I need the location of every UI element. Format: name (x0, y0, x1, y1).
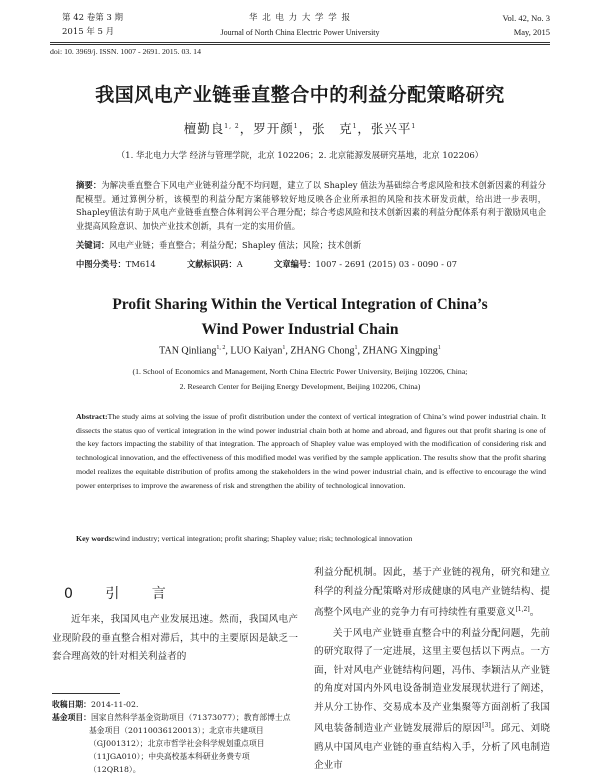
cn-abstract-label: 摘要： (76, 180, 102, 190)
en-author-4: , ZHANG Xingping (357, 345, 438, 357)
header-rule (50, 42, 550, 43)
header-volume (62, 13, 123, 38)
right-paragraph-1 (314, 564, 550, 623)
cn-author-1-sup: 1, 2 (224, 122, 240, 130)
header-rule-thin (50, 44, 550, 45)
header-journal-en: Journal of North China Electric Power University (220, 28, 380, 37)
fund-label: 基金项目： (52, 713, 91, 722)
cn-abstract (76, 179, 546, 233)
doi: doi: 10. 3969/j. ISSN. 1007 - 2691. 2015. 03. 14 (50, 47, 201, 56)
footnote-received (52, 698, 297, 711)
cn-classification (76, 258, 546, 272)
header-date: 2015 年 5 月 (62, 27, 115, 37)
cn-author-3: ，张 克 (298, 121, 353, 136)
right-paragraph-1-end: 。 (529, 607, 540, 619)
cn-keywords-label: 关键词： (76, 240, 110, 250)
left-paragraph-text: 近年来，我国风电产业发展迅速。然而，我国风电产业现阶段的垂直整合相对滞后，其中的主要原因是缺乏一套合理高效的针对相关利益者的 (52, 614, 298, 662)
right-paragraph-2-text: 关于风电产业链垂直整合中的利益分配问题，先前的研究取得了一定进展，这里主要包括以下两点。一方面，针对风电产业链结构问题，冯伟、李颖沽从产业链的角度对国内外风电设备制造业发展现状进行了阐述，并从分工协作、交易成本及产业集聚等方面剖析了我国风电装备制造业产业链发展滞后的原因 (314, 627, 550, 735)
en-author-2-sup: 1 (282, 345, 286, 351)
cn-title: 我国风电产业链垂直整合中的利益分配策略研究 (95, 84, 505, 106)
ref-1-2: [1,2] (515, 606, 530, 613)
cn-keywords-text: 风电产业链；垂直整合；利益分配；Shapley 值法；风险；技术创新 (109, 240, 362, 250)
header-volume-issue: 第 42 卷第 3 期 (62, 13, 124, 23)
cn-author-2: ，罗开颜 (239, 121, 294, 136)
en-authors (0, 345, 600, 356)
en-abstract-text: The study aims at solving the issue of profit distribution under the context of vertical integration of China’s wind power industrial chain. It dissects the status quo of vertical integration in the wind power industrial chain both at home and abroad, and figures out that profit sharing is one of the key factors impacting the stability of that integration. The approach of Shapley value was employed with the modification of considering risk and technological innovation, and the effectiveness of this modified model was verified by the sample application. The results show that the profit sharing model realizes the equitable distribution of profits among the stakeholders in the wind power industrial chain, and is effective to encourage the wind power enterprises to improve the awareness of risk and strengthen the ability of technological innovation. (76, 412, 546, 490)
en-abstract (76, 410, 546, 492)
en-title-line2: Wind Power Industrial Chain (201, 321, 399, 338)
received-date: 2014-11-02. (90, 700, 139, 709)
cn-author-2-sup: 1 (293, 122, 299, 130)
article-value: 1007 - 2691 (2015) 03 - 0090 - 07 (315, 259, 458, 269)
cn-author-1: 檀勤良 (183, 121, 225, 136)
cn-author-3-sup: 1 (352, 122, 358, 130)
en-affiliation-2: 2. Research Center for Beijing Energy Development, Beijing 102206, China) (179, 382, 421, 391)
en-title-line1: Profit Sharing Within the Vertical Integration of China’s (112, 296, 488, 313)
cn-abstract-text: 为解决垂直整合下风电产业链利益分配不均问题，建立了以 Shapley 值法为基础综合考虑风险和技术创新因素的利益分配模型。通过算例分析，该模型的利益分配方案能够较好地反映各企业所承担的风险和技术研发贡献，给出进一步表明，Shapley值法有助于风电产业链垂直整合体利润公平合理分配；综合考虑风险和技术创新因素的利益分配体系有利于激励风电企业提高风险意识、加快产业技术创新，具有一定的实用价值。 (76, 180, 546, 231)
en-keywords-text: wind industry; vertical integration; profit sharing; Shapley value; risk; technological innovation (114, 534, 413, 543)
footnote-fund (52, 711, 297, 776)
clc-value: TM614 (125, 259, 156, 269)
header-journal (150, 13, 450, 38)
en-author-1: TAN Qinliang (159, 345, 217, 357)
en-abstract-label: Abstract: (76, 412, 108, 421)
en-affiliation (0, 364, 600, 394)
article-label: 文章编号： (274, 259, 316, 269)
cn-author-4-sup: 1 (411, 122, 417, 130)
header-month: May, 2015 (513, 27, 550, 37)
received-label: 收稿日期： (52, 700, 91, 709)
section-heading: 0 引 言 (64, 586, 180, 602)
header-vol-no: Vol. 42, No. 3 (502, 13, 550, 23)
en-affiliation-1: (1. School of Economics and Management, North China Electric Power University, Beijing 102206, China; (132, 367, 468, 376)
en-title (0, 292, 600, 342)
right-column (314, 564, 550, 776)
doccode-label: 文献标识码： (186, 259, 237, 269)
right-paragraph-2 (314, 625, 550, 776)
header-journal-cn: 华 北 电 力 大 学 学 报 (249, 13, 351, 23)
left-column-paragraph (52, 611, 298, 667)
right-paragraph-2-end: 。邱元、刘晓鸥从中国风电产业链的垂直结构入手，分析了风电制造企业市 (314, 723, 551, 772)
clc-label: 中图分类号： (76, 259, 126, 269)
en-author-4-sup: 1 (437, 345, 441, 351)
en-keywords-label: Key words: (76, 534, 115, 543)
footnote-rule (52, 693, 120, 694)
en-author-3: , ZHANG Chong (285, 345, 355, 357)
cn-affiliation: （1. 华北电力大学 经济与管理学院，北京 102206；2. 北京能源发展研究基地，北京 102206） (116, 151, 484, 161)
header-volume-en (480, 13, 550, 38)
en-keywords (76, 534, 546, 543)
en-author-1-sup: 1, 2 (216, 345, 226, 351)
right-paragraph-1-text: 利益分配机制。因此，基于产业链的视角，研究和建立科学的利益分配策略对形成健康的风电产业链结构、提高整个风电产业的竞争力有可持续性有重要意义 (314, 567, 550, 619)
footnote (52, 698, 297, 776)
fund-text: 国家自然科学基金资助项目（71373077）；教育部博士点基金项目（20110036120013）；北京市共建项目（GJ001312）；北京市哲学社会科学规划重点项目（11JGA010）；中央高校基本科研业务费专项（12QR18）。 (89, 713, 291, 774)
doccode-value: A (236, 259, 243, 269)
cn-keywords (76, 239, 546, 253)
cn-author-4: ，张兴平 (357, 121, 412, 136)
en-author-2: , LUO Kaiyan (225, 345, 283, 357)
ref-3: [3] (482, 722, 491, 730)
en-author-3-sup: 1 (354, 345, 358, 351)
cn-authors (0, 119, 600, 137)
